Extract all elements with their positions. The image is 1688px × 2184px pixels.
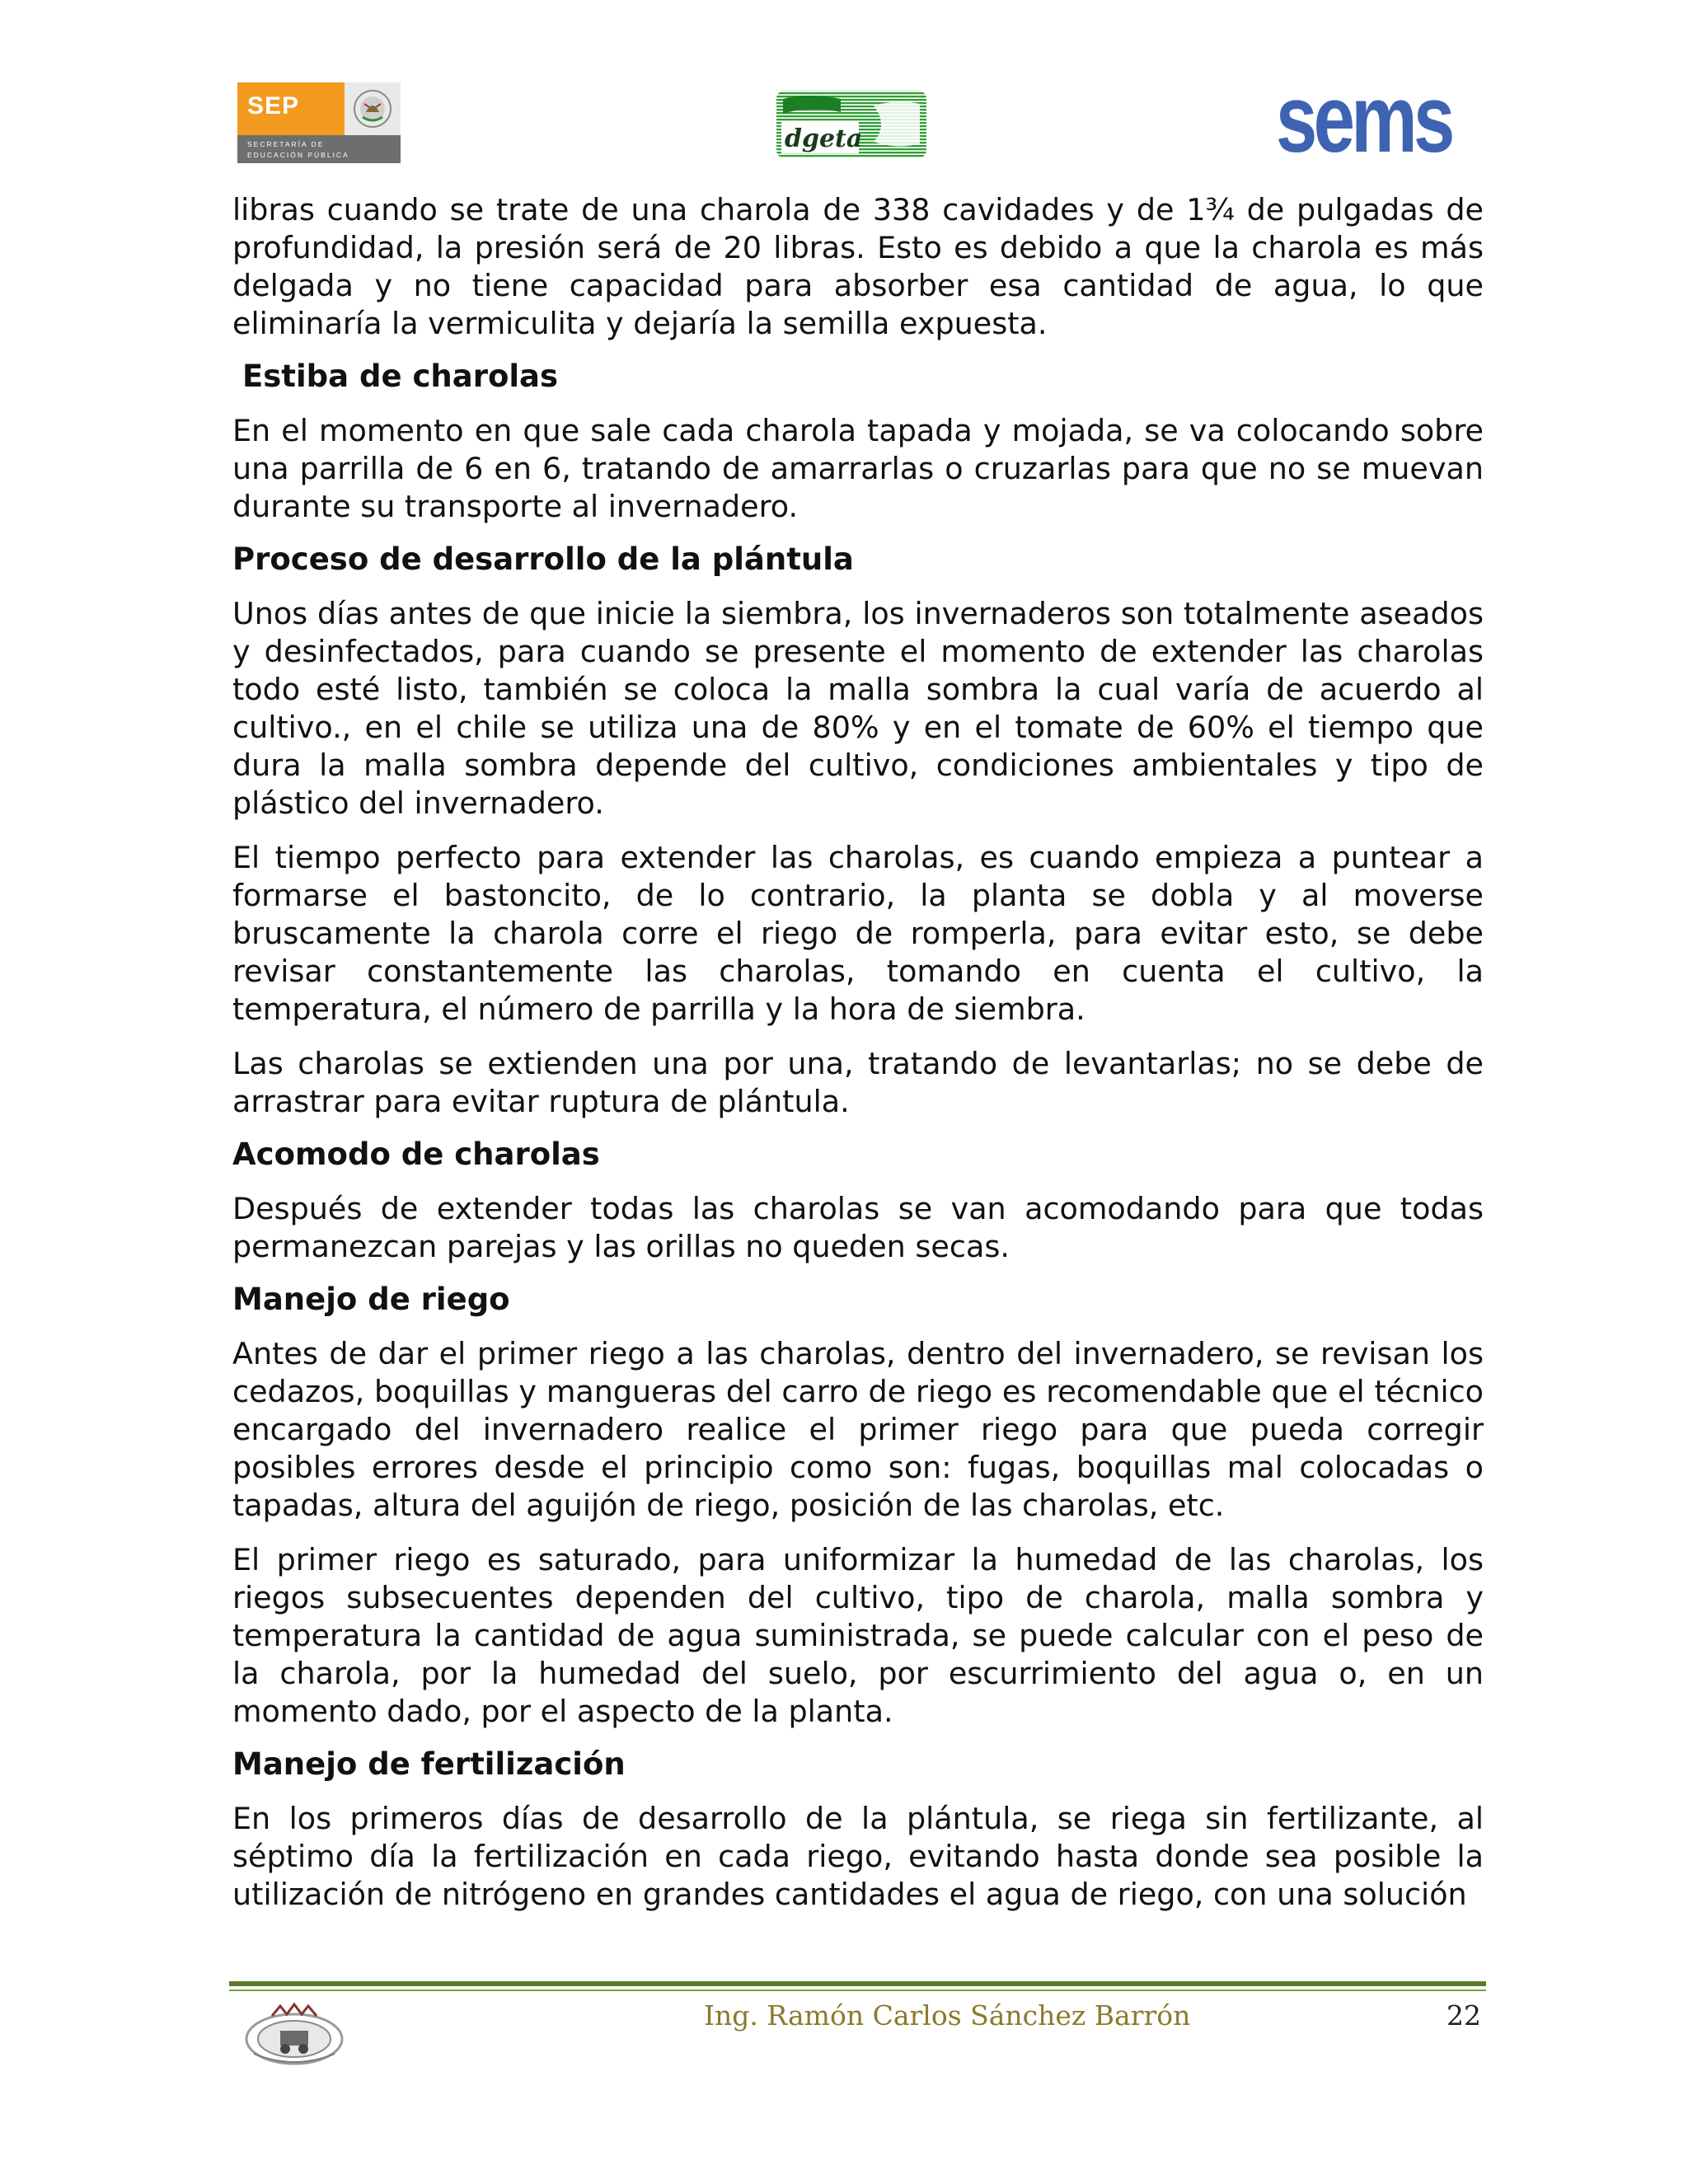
sep-logo xyxy=(237,82,401,163)
sep-logo-line1: SECRETARÍA DE xyxy=(247,140,325,148)
mexican-seal-icon xyxy=(345,82,401,135)
sep-logo-line2: EDUCACIÓN PÚBLICA xyxy=(247,151,349,159)
dgeta-logo-word: dgeta xyxy=(785,124,863,153)
footer-author: Ing. Ramón Carlos Sánchez Barrón xyxy=(704,1999,1191,2032)
paragraph-6: Después de extender todas las charolas se van acomodando para que todas permanezcan parejas y las orillas no queden secas. xyxy=(232,1191,1484,1264)
paragraph-5: Las charolas se extienden una por una, tratando de levantarlas; no se debe de arrastrar para evitar ruptura de plántula. xyxy=(232,1046,1484,1119)
sep-logo-word: SEP xyxy=(247,92,300,120)
heading-estiba-de-charolas: Estiba de charolas xyxy=(242,359,559,394)
document-body xyxy=(232,191,1484,1914)
sems-logo xyxy=(1276,65,1451,172)
paragraph-4: El tiempo perfecto para extender las charolas, es cuando empieza a puntear a formarse el bastoncito, de lo contrario, la planta se dobla y al moverse bruscamente la charola corre el riego de romperla, para evitar esto, se debe revisar constantemente las charolas, tomando en cuenta el cultivo, la temperatura, el número de parrilla y la hora de siembra. xyxy=(232,840,1484,1027)
page-header xyxy=(0,0,1688,190)
heading-manejo-de-fertilizacion: Manejo de fertilización xyxy=(232,1746,626,1782)
page-number: 22 xyxy=(1447,1999,1481,2032)
heading-proceso-de-desarrollo: Proceso de desarrollo de la plántula xyxy=(232,541,854,577)
paragraph-2: En el momento en que sale cada charola tapada y mojada, se va colocando sobre una parrilla de 6 en 6, tratando de amarrarlas o cruzarlas para que no se muevan durante su transporte al invernadero. xyxy=(232,413,1484,524)
sems-logo-word: sems xyxy=(1276,65,1451,172)
footer-rule xyxy=(229,1981,1486,1991)
paragraph-7: Antes de dar el primer riego a las charolas, dentro del invernadero, se revisan los cedazos, boquillas y mangueras del carro de riego es recomendable que el técnico encargado del invernadero realice el primer riego para que pueda corregir posibles errores desde el principio como son: fugas, boquillas mal colocadas o tapadas, altura del aguijón de riego, posición de las charolas, etc. xyxy=(232,1336,1484,1523)
paragraph-9: En los primeros días de desarrollo de la plántula, se riega sin fertilizante, al séptimo día la fertilización en cada riego, evitando hasta donde sea posible la utilización de nitrógeno en grandes cantidades el agua de riego, con una solución xyxy=(232,1801,1484,1912)
paragraph-1: libras cuando se trate de una charola de 338 cavidades y de 1¾ de pulgadas de profundidad, la presión será de 20 libras. Esto es debido a que la charola es más delgada y no tiene capacidad para absorber esa cantidad de agua, lo que eliminaría la vermiculita y dejaría la semilla expuesta. xyxy=(232,192,1484,341)
paragraph-3: Unos días antes de que inicie la siembra, los invernaderos son totalmente aseados y desinfectados, para cuando se presente el momento de extender las charolas todo esté listo, también se coloca la malla sombra la cual varía de acuerdo al cultivo., en el chile se utiliza una de 80% y en el tomate de 60% el tiempo que dura la malla sombra depende del cultivo, condiciones ambientales y tipo de plástico del invernadero. xyxy=(232,596,1484,821)
heading-acomodo-de-charolas: Acomodo de charolas xyxy=(232,1137,600,1172)
school-emblem-icon xyxy=(239,2003,349,2070)
paragraph-8: El primer riego es saturado, para uniformizar la humedad de las charolas, los riegos subsecuentes dependen del cultivo, tipo de charola, malla sombra y temperatura la cantidad de agua suministrada, se puede calcular con el peso de la charola, por la humedad del suelo, por escurrimiento del agua o, en un momento dado, por el aspecto de la planta. xyxy=(232,1542,1484,1729)
dgeta-logo xyxy=(775,89,928,160)
heading-manejo-de-riego: Manejo de riego xyxy=(232,1282,510,1317)
